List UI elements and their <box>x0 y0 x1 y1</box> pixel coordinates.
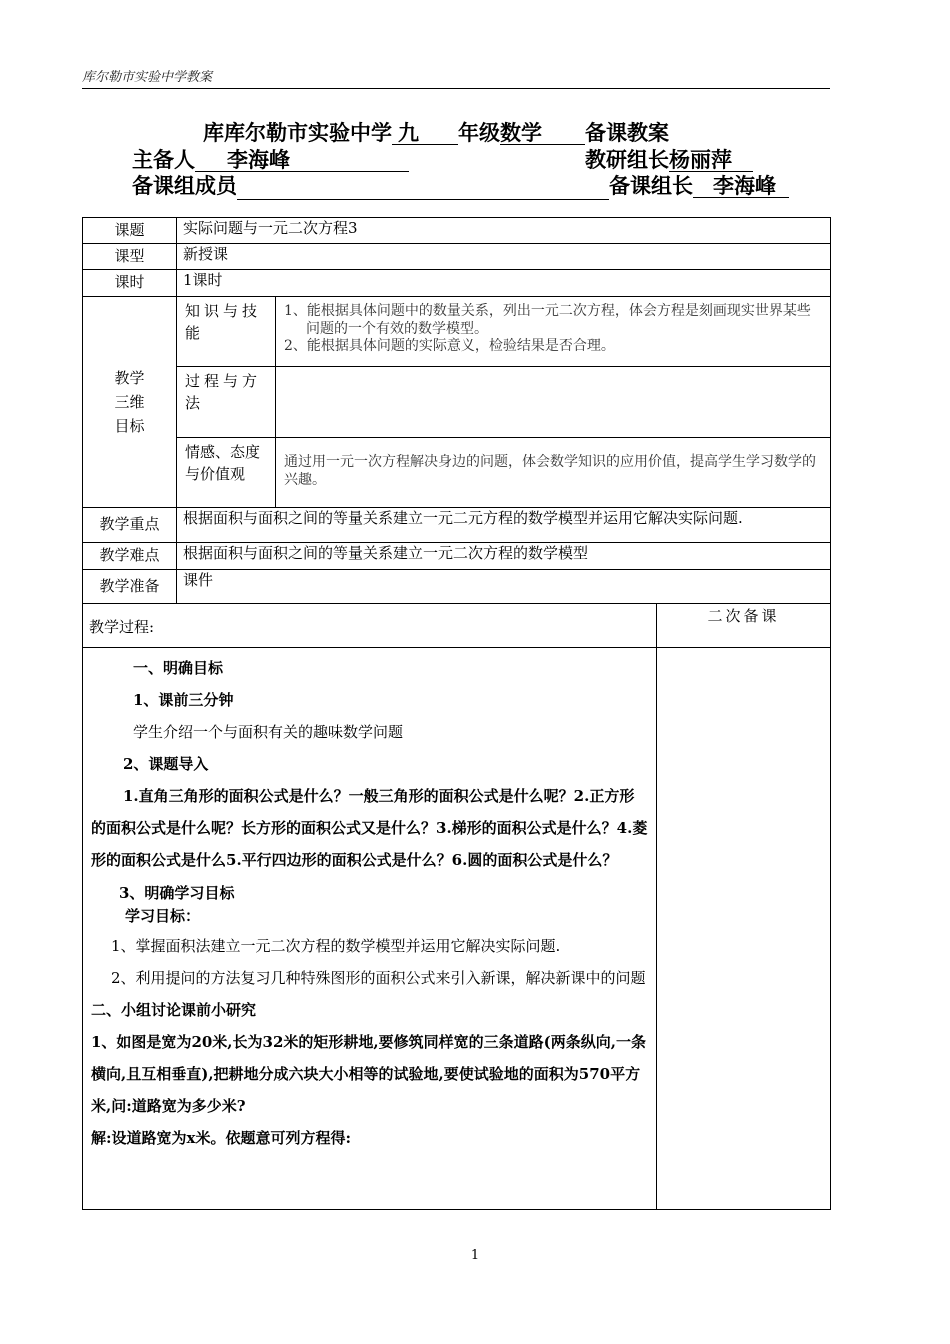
section-2-heading: 二、小组讨论课前小研究 <box>91 1001 257 1019</box>
type-value: 新授课 <box>177 244 831 270</box>
subject-value: 数学 <box>500 122 585 145</box>
topic-value: 实际问题与一元二次方程3 <box>177 218 831 244</box>
prep-value: 课件 <box>177 570 831 604</box>
period-label: 课时 <box>83 270 177 297</box>
preparer-value: 李海峰 <box>195 149 409 172</box>
knowledge-cell <box>276 297 831 367</box>
section-1-3-heading: 3、明确学习目标 <box>119 884 235 902</box>
members-value <box>237 177 609 200</box>
section-1-heading: 一、明确目标 <box>133 659 224 677</box>
leader-value: 杨丽萍 <box>669 149 753 172</box>
goals-label <box>83 297 177 508</box>
difficulty-value: 根据面积与面积之间的等量关系建立一元二次方程的数学模型 <box>177 543 831 570</box>
process-label: 过程与方法 <box>177 367 276 438</box>
members-line <box>132 170 789 200</box>
section-1-2-text: 1.直角三角形的面积公式是什么？一般三角形的面积公式是什么呢？2.正方形的面积公式是什么呢？长方形的面积公式又是什么？3.梯形的面积公式是什么？4.菱形的面积公式是什么5.平行四边形的面积公式是什么？6.圆的面积公式是什么？ <box>91 787 648 869</box>
period-value: 1课时 <box>177 270 831 297</box>
header-note: 库尔勒市实验中学教案 <box>82 70 213 85</box>
emotion-cell <box>276 438 831 508</box>
key-value: 根据面积与面积之间的等量关系建立一元二元方程的数学模型并运用它解决实际问题. <box>177 508 831 543</box>
grade-value: 九 <box>392 122 458 145</box>
second-prep-column <box>657 648 831 1210</box>
procedure-label: 教学过程: <box>83 604 657 648</box>
page-number: 1 <box>470 1248 480 1263</box>
header-rule <box>82 88 830 89</box>
goal-2: 2、利用提问的方法复习几种特殊图形的面积公式来引入新课，解决新课中的问题 <box>111 969 646 987</box>
section-1-1-heading: 1、课前三分钟 <box>133 691 234 709</box>
question-1: 1、如图是宽为20米,长为32米的矩形耕地,要修筑同样宽的三条道路(两条纵向,一条横向,且互相垂直),把耕地分成六块大小相等的试验地,要使试验地的面积为570平方米,问:道路宽为多少米? <box>91 1033 646 1115</box>
type-label: 课型 <box>83 244 177 270</box>
group-leader-value: 李海峰 <box>693 175 789 198</box>
goal-1: 1、掌握面积法建立一元二次方程的数学模型并运用它解决实际问题. <box>111 937 561 955</box>
goals-label-line: 教学 <box>114 369 145 387</box>
procedure-content <box>83 648 657 1210</box>
second-prep-label: 二次备课 <box>657 604 831 648</box>
group-leader-label: 备课组长 <box>609 174 693 198</box>
knowledge-item-2: 2、能根据具体问题的实际意义，检验结果是否合理。 <box>284 338 615 354</box>
goals-label-line: 三维 <box>114 393 145 411</box>
lesson-plan-table <box>82 217 831 1210</box>
title-line <box>203 117 669 147</box>
knowledge-label: 知识与技能 <box>177 297 276 367</box>
section-1-1-text: 学生介绍一个与面积有关的趣味数学问题 <box>133 723 404 741</box>
goals-label-line: 目标 <box>114 417 145 435</box>
preparer-label: 主备人 <box>132 148 195 172</box>
prep-label: 教学准备 <box>83 570 177 604</box>
solution-start: 解:设道路宽为x米。依题意可列方程得: <box>91 1129 352 1147</box>
section-1-3-sub: 学习目标： <box>125 907 201 925</box>
emotion-value: 通过用一元一次方程解决身边的问题，体会数学知识的应用价值，提高学生学习数学的兴趣。 <box>284 454 816 488</box>
topic-label: 课题 <box>83 218 177 244</box>
title-suffix: 备课教案 <box>585 121 669 145</box>
process-value <box>276 367 831 438</box>
leader-label: 教研组长 <box>585 148 669 172</box>
school-name: 库库尔勒市实验中学 <box>203 121 392 145</box>
difficulty-label: 教学难点 <box>83 543 177 570</box>
section-1-2-heading: 2、课题导入 <box>123 755 209 773</box>
grade-label: 年级 <box>458 121 500 145</box>
members-label: 备课组成员 <box>132 174 237 198</box>
knowledge-item-1: 1、能根据具体问题中的数量关系，列出一元二次方程，体会方程是刻画现实世界某些问题的一个有效的数学模型。 <box>284 303 811 337</box>
key-label: 教学重点 <box>83 508 177 543</box>
emotion-label: 情感、态度与价值观 <box>177 438 276 508</box>
